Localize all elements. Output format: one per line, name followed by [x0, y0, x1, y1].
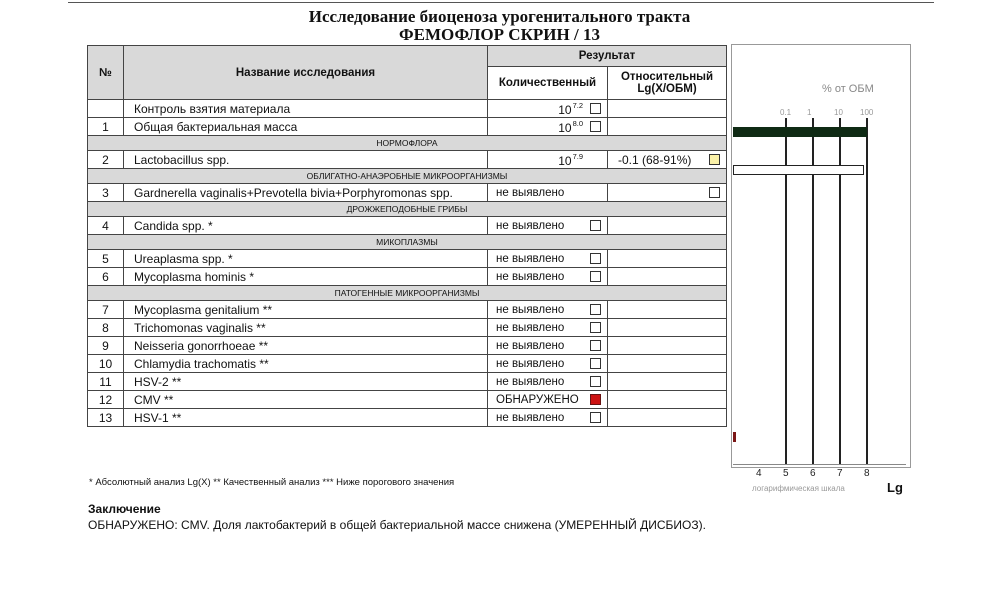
quantitative-result: [488, 391, 608, 409]
result-text: не выявлено: [496, 411, 565, 424]
row-number: 9: [88, 337, 124, 355]
quantitative-result: [488, 301, 608, 319]
chart-bar: [733, 127, 867, 137]
test-name: Mycoplasma hominis *: [124, 268, 488, 286]
result-text: не выявлено: [496, 375, 565, 388]
chart-gridline: [866, 118, 868, 464]
results-table: [87, 45, 727, 427]
relative-result: [608, 355, 727, 373]
row-number: 4: [88, 217, 124, 235]
test-name: Candida spp. *: [124, 217, 488, 235]
col-header-result: Результат: [488, 46, 727, 67]
test-name: Trichomonas vaginalis **: [124, 319, 488, 337]
row-number: 5: [88, 250, 124, 268]
relative-result: [608, 217, 727, 235]
row-number: 10: [88, 355, 124, 373]
lg-tick-label: 5: [783, 468, 789, 479]
quantitative-result: [488, 355, 608, 373]
value-exponent: 7.2: [572, 100, 583, 110]
section-label: НОРМОФЛОРА: [88, 136, 727, 151]
relative-value: -0.1 (68-91%): [618, 152, 692, 167]
section-label: МИКОПЛАЗМЫ: [88, 235, 727, 250]
result-text: не выявлено: [496, 303, 565, 316]
relative-result: [608, 100, 727, 118]
log-chart-frame: [731, 44, 911, 468]
result-text: не выявлено: [496, 186, 565, 199]
table-row: [88, 100, 727, 118]
percent-tick-label: 10: [834, 108, 843, 117]
detected-marker-checkbox: [590, 394, 601, 405]
section-row: [88, 235, 727, 250]
row-number: 13: [88, 409, 124, 427]
report-title: Исследование биоценоза урогенитального тракта: [308, 7, 691, 26]
row-number: 8: [88, 319, 124, 337]
test-name: HSV-2 **: [124, 373, 488, 391]
table-row: [88, 151, 727, 169]
test-name: HSV-1 **: [124, 409, 488, 427]
result-checkbox: [590, 412, 601, 423]
table-row: [88, 250, 727, 268]
quantitative-result: [488, 268, 608, 286]
table-row: [88, 337, 727, 355]
result-text: ОБНАРУЖЕНО: [496, 393, 579, 406]
row-number: 6: [88, 268, 124, 286]
chart-axis-caption: логарифмическая шкала: [752, 484, 845, 493]
result-text: не выявлено: [496, 321, 565, 334]
result-checkbox: [590, 358, 601, 369]
relative-result: [608, 337, 727, 355]
test-name: Gardnerella vaginalis+Prevotella bivia+Porphyromonas spp.: [124, 184, 488, 202]
result-checkbox: [590, 376, 601, 387]
result-checkbox: [590, 322, 601, 333]
section-row: [88, 286, 727, 301]
row-number: 12: [88, 391, 124, 409]
table-row: [88, 355, 727, 373]
result-checkbox: [590, 271, 601, 282]
section-label: ОБЛИГАТНО-АНАЭРОБНЫЕ МИКРООРГАНИЗМЫ: [88, 169, 727, 184]
result-text: не выявлено: [496, 252, 565, 265]
row-number: 11: [88, 373, 124, 391]
result-checkbox: [590, 220, 601, 231]
results-body: [88, 100, 727, 427]
section-row: [88, 136, 727, 151]
relative-result: [608, 151, 727, 169]
relative-checkbox: [709, 187, 720, 198]
relative-result: [608, 184, 727, 202]
col-header-relative: [608, 67, 727, 100]
relative-result: [608, 301, 727, 319]
row-number: 2: [88, 151, 124, 169]
quantitative-result: [488, 118, 608, 136]
result-checkbox: [590, 103, 601, 114]
relative-result: [608, 118, 727, 136]
table-row: [88, 268, 727, 286]
table-row: [88, 391, 727, 409]
result-text: не выявлено: [496, 270, 565, 283]
test-name: Chlamydia trachomatis **: [124, 355, 488, 373]
value-base: 10: [558, 102, 572, 117]
section-row: [88, 202, 727, 217]
result-checkbox: [590, 253, 601, 264]
result-checkbox: [590, 340, 601, 351]
chart-unit-label: Lg: [887, 480, 903, 495]
conclusion-title: Заключение: [88, 502, 161, 516]
test-name: CMV **: [124, 391, 488, 409]
section-label: ПАТОГЕННЫЕ МИКРООРГАНИЗМЫ: [88, 286, 727, 301]
section-row: [88, 169, 727, 184]
chart-title: % от ОБМ: [822, 83, 874, 95]
row-number: 1: [88, 118, 124, 136]
relative-result: [608, 409, 727, 427]
test-name: Lactobacillus spp.: [124, 151, 488, 169]
col-header-quantitative: Количественный: [488, 67, 608, 100]
value-exponent: 7.9: [572, 151, 583, 161]
quantitative-result: [488, 250, 608, 268]
value-base: 10: [558, 153, 572, 168]
quantitative-result: [488, 217, 608, 235]
result-text: не выявлено: [496, 339, 565, 352]
lg-tick-label: 4: [756, 468, 762, 479]
table-row: [88, 409, 727, 427]
table-row: [88, 319, 727, 337]
result-text: не выявлено: [496, 357, 565, 370]
section-label: ДРОЖЖЕПОДОБНЫЕ ГРИБЫ: [88, 202, 727, 217]
quantitative-result: [488, 337, 608, 355]
percent-tick-label: 1: [807, 108, 812, 117]
report-subtitle: ФЕМОФЛОР СКРИН / 13: [399, 25, 600, 44]
table-row: [88, 301, 727, 319]
test-name: Mycoplasma genitalium **: [124, 301, 488, 319]
row-number: 7: [88, 301, 124, 319]
chart-bar: [733, 432, 736, 442]
relative-result: [608, 250, 727, 268]
chart-bar: [733, 165, 864, 175]
col-header-relative-line2: Lg(X/ОБМ): [637, 83, 697, 95]
percent-tick-label: 0.1: [780, 108, 792, 117]
col-header-number: №: [88, 46, 124, 100]
conclusion-text: ОБНАРУЖЕНО: CMV. Доля лактобактерий в общей бактериальной массе снижена (УМЕРЕННЫЙ ДИСБИОЗ).: [88, 518, 706, 532]
lg-tick-label: 6: [810, 468, 816, 479]
quantitative-result: [488, 373, 608, 391]
result-checkbox: [590, 304, 601, 315]
relative-result: [608, 268, 727, 286]
col-header-name: Название исследования: [124, 46, 488, 100]
table-row: [88, 217, 727, 235]
col-header-relative-line1: Относительный: [620, 71, 714, 83]
quantitative-result: [488, 151, 608, 169]
value-base: 10: [558, 120, 572, 135]
quantitative-result: [488, 409, 608, 427]
relative-result: [608, 319, 727, 337]
test-name: Neisseria gonorrhoeae **: [124, 337, 488, 355]
relative-checkbox: [709, 154, 720, 165]
result-text: не выявлено: [496, 219, 565, 232]
relative-result: [608, 391, 727, 409]
quantitative-result: [488, 184, 608, 202]
row-number: [88, 100, 124, 118]
table-row: [88, 184, 727, 202]
quantitative-result: [488, 319, 608, 337]
test-name: Ureaplasma spp. *: [124, 250, 488, 268]
table-row: [88, 118, 727, 136]
lg-tick-label: 7: [837, 468, 843, 479]
footnote: * Абсолютный анализ Lg(X) ** Качественный анализ *** Ниже порогового значения: [89, 477, 455, 488]
quantitative-result: [488, 100, 608, 118]
chart-x-axis: [733, 464, 906, 465]
table-row: [88, 373, 727, 391]
relative-result: [608, 373, 727, 391]
value-exponent: 8.0: [572, 118, 583, 128]
result-checkbox: [590, 121, 601, 132]
lg-tick-label: 8: [864, 468, 870, 479]
row-number: 3: [88, 184, 124, 202]
test-name: Общая бактериальная масса: [124, 118, 488, 136]
percent-tick-label: 100: [860, 108, 874, 117]
top-rule: [68, 2, 934, 3]
test-name: Контроль взятия материала: [124, 100, 488, 118]
